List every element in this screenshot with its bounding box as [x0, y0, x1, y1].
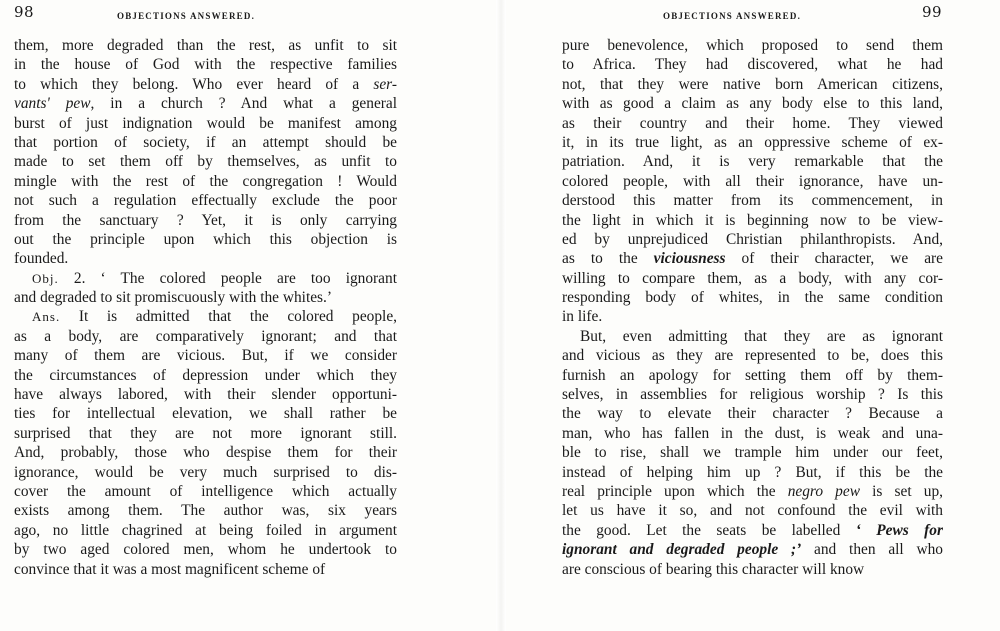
text-run: not, that they were native born American citizens, — [562, 75, 943, 93]
text-run: convince that it was a most magnificent scheme of — [14, 560, 326, 578]
text-run: ignorance, would be very much surprised to dis- — [14, 463, 397, 481]
text-run: negro pew — [787, 482, 860, 500]
text-run: surprised that they are not more ignorant still. — [14, 424, 397, 442]
text-line — [562, 191, 943, 210]
text-line — [14, 75, 397, 94]
text-run: are conscious of bearing this character will know — [562, 560, 865, 578]
text-line — [14, 346, 397, 365]
right-running-head: OBJECTIONS ANSWERED. — [663, 11, 802, 21]
text-run: colored people, with all their ignorance, have un- — [562, 172, 943, 190]
text-run: ‘ Pews for — [855, 521, 943, 539]
text-run: responding body of whites, in the same condition — [562, 289, 943, 307]
text-run: the good. Let the seats be labelled — [562, 521, 856, 539]
text-run: it, in its true light, as an oppressive scheme of ex- — [562, 133, 943, 151]
text-run: founded. — [14, 250, 69, 268]
text-run: with as good a claim as any body else to this land, — [562, 95, 943, 113]
text-run: Obj. — [32, 270, 59, 286]
book-gutter — [496, 0, 506, 631]
text-run: from the sanctuary ? Yet, it is only carrying — [14, 211, 397, 229]
text-run: selves, in assemblies for religious worship ? Is this — [562, 386, 943, 404]
text-run: , in a church ? And what a general — [90, 95, 397, 113]
text-run: and vicious as they are represented to be, does this — [562, 347, 943, 365]
text-line — [14, 249, 397, 268]
text-run: not such a regulation effectually exclude the poor — [14, 192, 397, 210]
text-line — [14, 424, 397, 443]
text-run: is set up, — [859, 482, 943, 500]
text-line — [562, 36, 943, 55]
text-run: And, probably, those who despise them for their — [14, 444, 397, 462]
text-run: the way to elevate their character ? Because a — [562, 405, 943, 423]
right-page-body — [562, 36, 943, 579]
text-line — [14, 288, 397, 307]
text-line — [562, 172, 943, 191]
text-run: viciousness — [653, 250, 726, 268]
text-run: ed by unprejudiced Christian philanthropists. And, — [562, 230, 943, 248]
text-line — [562, 249, 943, 268]
text-run: real principle upon which the — [562, 482, 788, 500]
text-run: in the house of God with the respective families — [14, 56, 397, 74]
text-line — [14, 463, 397, 482]
text-run: ignorant and degraded people ;’ — [562, 541, 802, 559]
text-line — [14, 540, 397, 559]
text-run: 2. ‘ The colored people are too ignorant — [58, 269, 397, 287]
text-run: have always labored, with their slender opportuni- — [14, 386, 397, 404]
text-line — [562, 211, 943, 230]
text-line — [562, 133, 943, 152]
text-line — [562, 307, 943, 326]
text-line — [562, 230, 943, 249]
text-line — [14, 521, 397, 540]
text-run: mingle with the rest of the congregation ! Would — [14, 172, 397, 190]
text-run: cover the amount of intelligence which actually — [14, 482, 397, 500]
text-line — [562, 482, 943, 501]
text-line — [14, 327, 397, 346]
text-run: vants' pew — [14, 95, 91, 113]
text-run: and degraded to sit promiscuously with the whites.’ — [14, 289, 333, 307]
text-run: willing to compare them, as a body, with any cor- — [562, 269, 943, 287]
text-line — [562, 443, 943, 462]
text-line — [14, 172, 397, 191]
text-run: them, more degraded than the rest, as unfit to sit — [14, 37, 397, 54]
text-line — [14, 404, 397, 423]
text-run: to Africa. They had discovered, what he had — [562, 56, 943, 74]
text-line — [562, 346, 943, 365]
text-run: ties for intellectual elevation, we shall rather be — [14, 405, 397, 423]
text-run: patriation. And, it is very remarkable that the — [562, 153, 943, 171]
text-line — [562, 385, 943, 404]
text-line — [14, 152, 397, 171]
text-line — [562, 152, 943, 171]
text-line — [14, 114, 397, 133]
text-line — [562, 75, 943, 94]
text-run: furnish an apology for setting them off by them- — [562, 366, 943, 384]
text-run: that portion of society, if an attempt should be — [14, 133, 397, 151]
text-line — [14, 501, 397, 520]
text-line — [562, 94, 943, 113]
text-run: pure benevolence, which proposed to send them — [562, 37, 943, 54]
text-line — [14, 560, 397, 579]
text-line — [14, 133, 397, 152]
text-run: But, even admitting that they are as ignorant — [580, 327, 943, 345]
text-line — [562, 269, 943, 288]
text-run: man, who has fallen in the dust, is weak and una- — [562, 424, 943, 442]
text-line — [562, 560, 943, 579]
text-run: as a body, are comparatively ignorant; and that — [14, 327, 397, 345]
text-run: in life. — [562, 308, 603, 326]
text-run: the circumstances of depression under which they — [14, 366, 397, 384]
text-line — [14, 94, 397, 113]
text-run: and then all who — [801, 541, 943, 559]
text-line — [14, 482, 397, 501]
text-line — [562, 501, 943, 520]
text-run: derstood this matter from its commencement, in — [562, 192, 943, 210]
text-run: by two aged colored men, whom he undertook to — [14, 541, 397, 559]
text-run: as their country and their home. They viewed — [562, 114, 943, 132]
text-line — [14, 191, 397, 210]
text-line — [562, 540, 943, 559]
text-run: instead of helping him up ? But, if this be the — [562, 463, 943, 481]
text-line — [14, 366, 397, 385]
text-run: Ans. — [32, 309, 61, 325]
text-line — [14, 443, 397, 462]
text-run: burst of just indignation would be manifest among — [14, 114, 397, 132]
text-line — [14, 230, 397, 249]
text-line — [14, 385, 397, 404]
text-run: out the principle upon which this objection is — [14, 230, 397, 248]
text-run: ago, no little chagrined at being foiled in argument — [14, 521, 397, 539]
text-line — [14, 307, 397, 326]
text-run: of their character, we are — [725, 250, 943, 268]
text-line — [562, 424, 943, 443]
text-run: as to the — [562, 250, 654, 268]
text-line — [562, 55, 943, 74]
text-line — [14, 211, 397, 230]
text-run: the light in which it is beginning now to be view- — [562, 211, 943, 229]
text-line — [14, 269, 397, 288]
text-run: ser- — [373, 75, 397, 93]
text-line — [562, 404, 943, 423]
text-run: exists among them. The author was, six years — [14, 502, 397, 520]
text-line — [562, 327, 943, 346]
right-page-number: 99 — [922, 3, 943, 21]
text-run: to which they belong. Who ever heard of a — [14, 75, 374, 93]
text-line — [562, 288, 943, 307]
text-line — [562, 114, 943, 133]
text-run: many of them are vicious. But, if we consider — [14, 347, 397, 365]
text-run: made to set them off by themselves, as unfit to — [14, 153, 397, 171]
left-running-head: OBJECTIONS ANSWERED. — [117, 11, 256, 21]
left-page-number: 98 — [14, 3, 35, 21]
text-run: let us have it so, and not confound the evil with — [562, 502, 943, 520]
text-line — [562, 521, 943, 540]
text-line — [562, 463, 943, 482]
text-run: ble to rise, shall we trample him under our feet, — [562, 444, 943, 462]
text-line — [14, 55, 397, 74]
text-run: It is admitted that the colored people, — [60, 308, 397, 326]
text-line — [562, 366, 943, 385]
left-page-body — [14, 36, 397, 579]
text-line — [14, 36, 397, 55]
